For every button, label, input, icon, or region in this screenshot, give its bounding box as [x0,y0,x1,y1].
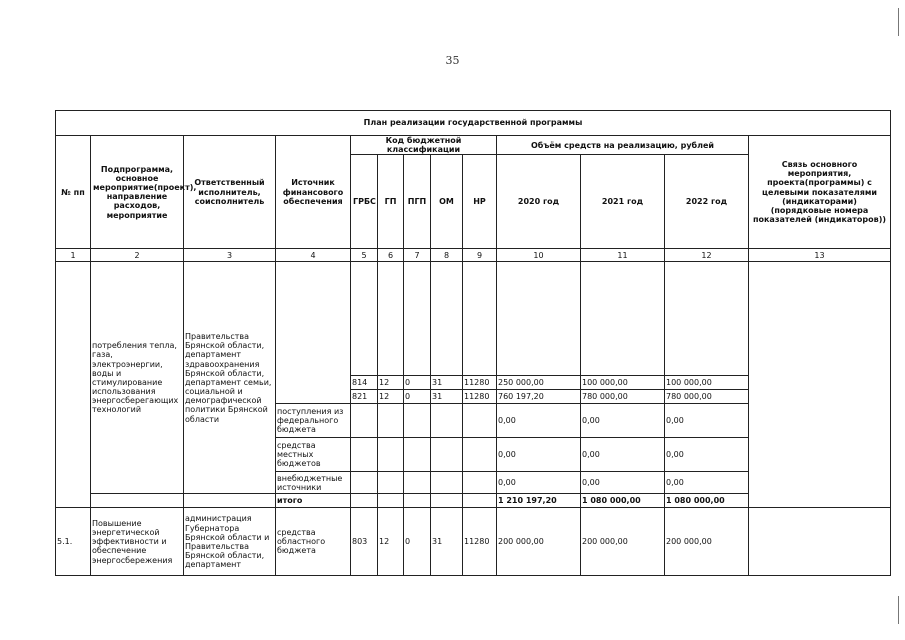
grbs-cell: 821 [351,390,378,404]
source-cell: внебюджетные источники [276,472,351,494]
total-2021-cell: 1 080 000,00 [581,494,665,508]
header-link: Связь основного мероприятия, проекта(программы) с целевыми показателями (индикаторами) (порядковые номера показателей (индикаторов)) [749,136,891,249]
scan-edge-mark [898,8,899,36]
empty-cell [404,494,431,508]
empty-cell [404,438,431,472]
table-row [56,508,891,576]
gp-cell: 12 [378,508,404,576]
header-kbk-group: Код бюджетной классификации [351,136,497,155]
column-number: 3 [184,249,276,262]
column-number-row [56,249,891,262]
pgp-cell: 0 [404,376,431,390]
amount-2022-cell: 100 000,00 [665,376,749,390]
responsible-cell: администрация Губернатора Брянской области и Правительства Брянской области, департамент [184,508,276,576]
page-number: 35 [445,54,460,67]
empty-cell [431,262,463,376]
header-pgp: ПГП [404,155,431,249]
header-grbs: ГРБС [351,155,378,249]
column-number: 7 [404,249,431,262]
nr-cell: 11280 [463,390,497,404]
nr-cell: 11280 [463,508,497,576]
amount-2021-cell: 200 000,00 [581,508,665,576]
empty-cell [378,472,404,494]
grbs-cell: 814 [351,376,378,390]
column-number: 4 [276,249,351,262]
amount-2022-cell: 780 000,00 [665,390,749,404]
header-source: Источник финансового обеспечения [276,136,351,249]
pgp-cell: 0 [404,390,431,404]
amount-2021-cell: 780 000,00 [581,390,665,404]
table-row [56,262,891,376]
amount-2022-cell: 0,00 [665,472,749,494]
header-gp: ГП [378,155,404,249]
gp-cell: 12 [378,390,404,404]
empty-cell [91,494,184,508]
amount-2020-cell: 0,00 [497,472,581,494]
column-number: 11 [581,249,665,262]
empty-cell [404,404,431,438]
header-2020: 2020 год [497,155,581,249]
empty-cell [431,404,463,438]
program-plan-table [55,110,891,576]
responsible-cell: Правительства Брянской области, департамент здравоохранения Брянской области, департамент семьи, социальной и демографической политики Брянской области [184,262,276,494]
amount-2022-cell: 200 000,00 [665,508,749,576]
column-number: 1 [56,249,91,262]
row-number-cell: 5.1. [56,508,91,576]
empty-cell [431,472,463,494]
amount-2020-cell: 200 000,00 [497,508,581,576]
empty-cell [463,262,497,376]
source-cell [276,262,351,404]
amount-2021-cell: 0,00 [581,438,665,472]
header-2022: 2022 год [665,155,749,249]
amount-2021-cell: 0,00 [581,404,665,438]
total-2020-cell: 1 210 197,20 [497,494,581,508]
om-cell: 31 [431,390,463,404]
row-number-cell [56,262,91,508]
header-volume-group: Объём средств на реализацию, рублей [497,136,749,155]
empty-cell [463,438,497,472]
empty-cell [378,494,404,508]
amount-2020-cell: 760 197,20 [497,390,581,404]
link-cell [749,262,891,508]
amount-2022-cell: 0,00 [665,438,749,472]
amount-2021-cell: 100 000,00 [581,376,665,390]
column-number: 2 [91,249,184,262]
empty-cell [431,438,463,472]
amount-2020-cell: 0,00 [497,438,581,472]
empty-cell [463,494,497,508]
column-number: 6 [378,249,404,262]
total-label: итого [276,494,351,508]
header-nr: НР [463,155,497,249]
column-number: 12 [665,249,749,262]
source-cell: средства местных бюджетов [276,438,351,472]
header-responsible: Ответственный исполнитель, соисполнитель [184,136,276,249]
header-om: ОМ [431,155,463,249]
source-cell: поступления из федерального бюджета [276,404,351,438]
header-subprogram: Подпрограмма, основное мероприятие(проект), направление расходов, мероприятие [91,136,184,249]
empty-cell [351,438,378,472]
empty-cell [497,262,581,376]
empty-cell [378,404,404,438]
link-cell [749,508,891,576]
column-number: 13 [749,249,891,262]
empty-cell [431,494,463,508]
empty-cell [581,262,665,376]
empty-cell [351,472,378,494]
total-2022-cell: 1 080 000,00 [665,494,749,508]
amount-2022-cell: 0,00 [665,404,749,438]
empty-cell [351,404,378,438]
empty-cell [351,494,378,508]
column-number: 10 [497,249,581,262]
om-cell: 31 [431,376,463,390]
gp-cell: 12 [378,376,404,390]
header-num: № пп [56,136,91,249]
amount-2020-cell: 250 000,00 [497,376,581,390]
scan-edge-mark [898,596,899,624]
om-cell: 31 [431,508,463,576]
amount-2021-cell: 0,00 [581,472,665,494]
table-title: План реализации государственной программы [56,111,891,136]
empty-cell [665,262,749,376]
column-number: 5 [351,249,378,262]
pgp-cell: 0 [404,508,431,576]
grbs-cell: 803 [351,508,378,576]
header-2021: 2021 год [581,155,665,249]
empty-cell [404,262,431,376]
empty-cell [404,472,431,494]
subprogram-cell: потребления тепла, газа, электроэнергии, воды и стимулирование использования энергосберегающих технологий [91,262,184,494]
source-cell: средства областного бюджета [276,508,351,576]
empty-cell [184,494,276,508]
subprogram-cell: Повышение энергетической эффективности и обеспечение энергосбережения [91,508,184,576]
column-number: 9 [463,249,497,262]
nr-cell: 11280 [463,376,497,390]
empty-cell [351,262,378,376]
amount-2020-cell: 0,00 [497,404,581,438]
empty-cell [378,262,404,376]
empty-cell [378,438,404,472]
column-number: 8 [431,249,463,262]
empty-cell [463,472,497,494]
empty-cell [463,404,497,438]
